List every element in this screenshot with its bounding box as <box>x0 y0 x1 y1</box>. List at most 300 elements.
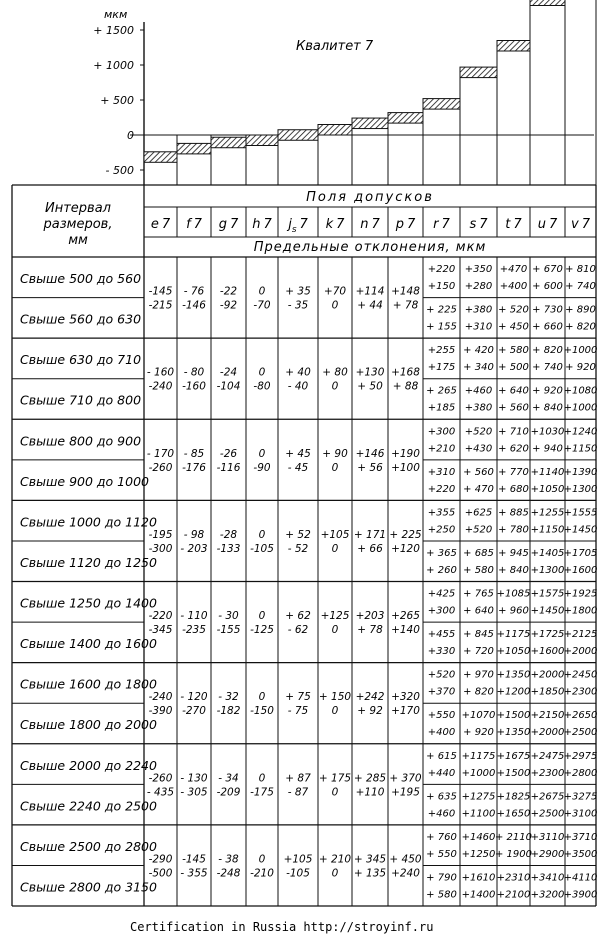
lower-deviation: -248 <box>216 867 241 880</box>
lower-deviation: - 203 <box>180 542 208 555</box>
upper-deviation: + 820 <box>532 345 563 357</box>
upper-deviation: +1825 <box>496 791 531 803</box>
lower-deviation: 0 <box>331 380 339 393</box>
lower-deviation: +3100 <box>563 808 598 820</box>
lower-deviation: +1850 <box>530 686 565 698</box>
upper-deviation: -195 <box>148 528 173 541</box>
upper-deviation: +1240 <box>563 426 598 438</box>
column-letter: n <box>360 217 369 232</box>
lower-deviation: +1350 <box>496 727 531 739</box>
lower-deviation: + 960 <box>498 605 529 617</box>
upper-deviation: +265 <box>391 610 420 623</box>
column-letter: g <box>218 217 227 232</box>
upper-deviation: + 710 <box>498 426 529 438</box>
upper-deviation: 0 <box>258 691 266 704</box>
upper-deviation: +1175 <box>461 750 496 762</box>
upper-deviation: +168 <box>391 366 420 379</box>
upper-deviation: +105 <box>283 853 313 866</box>
lower-deviation: - 305 <box>180 786 208 799</box>
column-header-r7 <box>433 217 450 232</box>
upper-deviation: +1555 <box>563 507 598 519</box>
lower-deviation: 0 <box>331 299 339 312</box>
lower-deviation: +380 <box>464 402 493 414</box>
lower-deviation: -90 <box>253 461 271 474</box>
interval-header <box>43 201 113 248</box>
upper-deviation: +355 <box>427 507 456 519</box>
lower-deviation: +400 <box>427 727 456 739</box>
upper-deviation: +1080 <box>563 385 598 397</box>
y-tick-label: + 1500 <box>93 24 134 37</box>
upper-deviation: - 32 <box>218 691 239 704</box>
upper-deviation: +105 <box>320 528 350 541</box>
interval-label: Свыше 2240 до 2500 <box>20 798 157 814</box>
lower-deviation: +1600 <box>563 564 598 576</box>
upper-deviation: + 615 <box>426 750 457 762</box>
lower-deviation: + 500 <box>498 362 529 374</box>
upper-deviation: +1575 <box>530 588 565 600</box>
lower-deviation: -235 <box>182 624 206 637</box>
lower-deviation: +440 <box>427 767 456 779</box>
lower-deviation: 0 <box>331 786 339 799</box>
lower-deviation: +2500 <box>530 808 565 820</box>
upper-deviation: + 730 <box>532 304 563 316</box>
upper-deviation: - 34 <box>218 772 239 785</box>
column-header-h7 <box>252 217 272 232</box>
lower-deviation: + 840 <box>532 402 563 414</box>
upper-deviation: +190 <box>391 447 420 460</box>
upper-deviation: 0 <box>258 772 266 785</box>
lower-deviation: +140 <box>391 624 420 637</box>
upper-deviation: + 760 <box>426 831 457 843</box>
lower-deviation: +1800 <box>563 605 598 617</box>
upper-deviation: + 52 <box>285 528 311 541</box>
lower-deviation: +1150 <box>563 443 598 455</box>
upper-deviation: + 62 <box>285 610 311 623</box>
upper-deviation: + 420 <box>463 345 494 357</box>
lower-deviation: + 640 <box>463 605 494 617</box>
upper-deviation: +2450 <box>563 669 598 681</box>
lower-deviation: +250 <box>427 524 456 536</box>
lower-deviation: +430 <box>464 443 493 455</box>
lower-deviation: -175 <box>250 786 274 799</box>
upper-deviation: -240 <box>148 691 173 704</box>
lower-deviation: +2800 <box>563 767 598 779</box>
lower-deviation: + 88 <box>392 380 419 393</box>
upper-deviation: -220 <box>148 610 173 623</box>
upper-deviation: +1255 <box>530 507 565 519</box>
column-quality: 7 <box>161 217 171 232</box>
y-axis-unit: мкм <box>104 8 128 21</box>
upper-deviation: +3110 <box>530 831 565 843</box>
lower-deviation: - 62 <box>287 624 309 637</box>
upper-deviation: +114 <box>355 285 385 298</box>
interval-label: Свыше 2800 до 3150 <box>20 879 157 895</box>
chart-title: Квалитет 7 <box>296 39 374 54</box>
lower-deviation: -105 <box>286 867 310 880</box>
lower-deviation: 0 <box>331 705 339 718</box>
lower-deviation: -270 <box>182 705 206 718</box>
interval-label: Свыше 1120 до 1250 <box>20 554 157 570</box>
upper-deviation: +550 <box>427 710 456 722</box>
upper-deviation: + 75 <box>285 691 311 704</box>
lower-deviation: -176 <box>182 461 206 474</box>
lower-deviation: + 600 <box>532 281 563 292</box>
lower-deviation: + 680 <box>498 483 529 495</box>
lower-deviation: -210 <box>250 867 274 880</box>
upper-deviation: +2475 <box>530 750 565 762</box>
lower-deviation: +120 <box>391 542 420 555</box>
lower-deviation: +330 <box>427 646 456 658</box>
upper-deviation: - 80 <box>183 366 205 379</box>
upper-deviation: + 225 <box>389 528 422 541</box>
upper-deviation: + 285 <box>353 772 387 785</box>
upper-deviation: - 110 <box>180 610 208 623</box>
lower-deviation: -300 <box>148 542 173 555</box>
upper-deviation: -260 <box>148 772 173 785</box>
upper-deviation: +460 <box>464 385 493 397</box>
lower-deviation: + 1900 <box>494 848 533 860</box>
lower-deviation: - 87 <box>287 786 309 799</box>
upper-deviation: +455 <box>427 629 456 641</box>
lower-deviation: +1500 <box>496 767 531 779</box>
upper-deviation: +2000 <box>530 669 565 681</box>
interval-header-line: мм <box>68 233 88 248</box>
upper-deviation: +2975 <box>563 750 598 762</box>
column-quality: 7 <box>229 217 239 232</box>
upper-deviation: + 345 <box>353 853 387 866</box>
lower-deviation: + 580 <box>426 889 457 901</box>
upper-deviation: + 520 <box>498 304 529 316</box>
interval-label: Свыше 1600 до 1800 <box>20 676 157 692</box>
interval-label: Свыше 1400 до 1600 <box>20 636 157 652</box>
lower-deviation: +1300 <box>530 564 565 576</box>
lower-deviation: + 660 <box>532 321 563 333</box>
lower-deviation: +2000 <box>530 727 565 739</box>
lower-deviation: 0 <box>331 461 339 474</box>
lower-deviation: - 75 <box>287 705 309 718</box>
interval-label: Свыше 710 до 800 <box>20 392 142 408</box>
lower-deviation: - 35 <box>287 299 309 312</box>
upper-deviation: - 98 <box>183 528 205 541</box>
tolerance-bar-t7 <box>497 41 530 52</box>
lower-deviation: -182 <box>216 705 241 718</box>
tolerance-bar-h7 <box>246 135 278 146</box>
tolerance-chart <box>93 0 596 185</box>
upper-deviation: + 560 <box>463 466 494 478</box>
lower-deviation: + 155 <box>426 321 457 333</box>
group-header: Поля допусков <box>306 190 434 205</box>
upper-deviation: + 885 <box>498 507 529 519</box>
column-letter: s <box>469 217 477 232</box>
upper-deviation: + 365 <box>426 547 457 559</box>
lower-deviation: -133 <box>216 542 241 555</box>
lower-deviation: + 820 <box>565 321 596 333</box>
lower-deviation: + 560 <box>498 402 529 414</box>
lower-deviation: -92 <box>219 299 238 312</box>
upper-deviation: +3410 <box>530 872 565 884</box>
lower-deviation: +3200 <box>530 889 565 901</box>
upper-deviation: +1030 <box>530 426 565 438</box>
lower-deviation: +1400 <box>461 889 496 901</box>
column-header-e7 <box>151 217 171 232</box>
lower-deviation: +210 <box>427 443 456 455</box>
lower-deviation: +1250 <box>461 848 496 860</box>
upper-deviation: + 685 <box>463 547 494 559</box>
lower-deviation: +185 <box>427 402 456 414</box>
column-header-js7 <box>286 217 308 235</box>
column-header-t7 <box>505 217 522 232</box>
lower-deviation: -260 <box>148 461 173 474</box>
upper-deviation: 0 <box>258 285 266 298</box>
lower-deviation: - 40 <box>287 380 309 393</box>
upper-deviation: +1500 <box>496 710 531 722</box>
upper-deviation: + 970 <box>463 669 494 681</box>
lower-deviation: + 260 <box>426 564 457 576</box>
upper-deviation: +625 <box>464 507 493 519</box>
interval-label: Свыше 630 до 710 <box>20 352 142 368</box>
interval-header-line: размеров, <box>43 217 113 232</box>
upper-deviation: +1725 <box>530 629 565 641</box>
lower-deviation: +520 <box>464 524 493 536</box>
upper-deviation: + 80 <box>322 366 348 379</box>
column-letter: r <box>433 217 439 232</box>
lower-deviation: +1200 <box>496 686 531 698</box>
column-header-p7 <box>395 217 416 232</box>
lower-deviation: +1600 <box>530 646 565 658</box>
column-header-v7 <box>571 217 591 232</box>
upper-deviation: +220 <box>427 264 456 275</box>
lower-deviation: + 740 <box>532 362 563 374</box>
lower-deviation: +110 <box>355 786 385 799</box>
column-letter: t <box>505 217 511 232</box>
upper-deviation: - 130 <box>180 772 208 785</box>
upper-deviation: +70 <box>323 285 347 298</box>
upper-deviation: + 225 <box>426 304 457 316</box>
lower-deviation: +175 <box>427 362 456 374</box>
upper-deviation: + 640 <box>498 385 529 397</box>
lower-deviation: +195 <box>391 786 420 799</box>
upper-deviation: + 845 <box>463 629 494 641</box>
y-tick-label: + 500 <box>100 94 134 107</box>
upper-deviation: +125 <box>320 610 350 623</box>
upper-deviation: 0 <box>258 853 266 866</box>
upper-deviation: -145 <box>148 285 173 298</box>
lower-deviation: -150 <box>250 705 274 718</box>
tolerance-bar-p7 <box>388 113 423 124</box>
lower-deviation: +2300 <box>530 767 565 779</box>
upper-deviation: +1705 <box>563 547 598 559</box>
lower-deviation: + 820 <box>463 686 494 698</box>
lower-deviation: -240 <box>148 380 173 393</box>
lower-deviation: +460 <box>427 808 456 820</box>
upper-deviation: +310 <box>427 466 456 478</box>
lower-deviation: + 580 <box>463 564 494 576</box>
lower-deviation: + 44 <box>357 299 383 312</box>
footer-source: Certification in Russia http://stroyinf.ru <box>130 920 434 934</box>
upper-deviation: 0 <box>258 447 266 460</box>
upper-deviation: + 670 <box>532 264 563 275</box>
tolerance-bar-n7 <box>352 118 388 129</box>
upper-deviation: +425 <box>427 588 456 600</box>
lower-deviation: 0 <box>331 624 339 637</box>
tolerance-bar-r7 <box>423 99 460 110</box>
upper-deviation: + 45 <box>285 447 311 460</box>
column-quality: 7 <box>548 217 558 232</box>
y-tick-label: - 500 <box>105 164 134 177</box>
lower-deviation: - 52 <box>287 542 309 555</box>
interval-label: Свыше 1800 до 2000 <box>20 717 157 733</box>
upper-deviation: +2150 <box>530 710 565 722</box>
lower-deviation: -80 <box>253 380 271 393</box>
lower-deviation: - 45 <box>287 461 309 474</box>
lower-deviation: +310 <box>464 321 493 333</box>
upper-deviation: + 171 <box>353 528 387 541</box>
lower-deviation: -125 <box>250 624 274 637</box>
column-header-k7 <box>326 217 346 232</box>
upper-deviation: +300 <box>427 426 456 438</box>
upper-deviation: -24 <box>219 366 238 379</box>
upper-deviation: +4110 <box>563 872 598 884</box>
y-ticks <box>93 24 144 177</box>
lower-deviation: +280 <box>464 281 493 292</box>
upper-deviation: +1140 <box>530 466 565 478</box>
upper-deviation: + 945 <box>498 547 529 559</box>
lower-deviation: +2000 <box>563 646 598 658</box>
upper-deviation: +1390 <box>563 466 598 478</box>
lower-deviation: -155 <box>216 624 241 637</box>
column-header-s7 <box>469 217 488 232</box>
lower-deviation: -500 <box>148 867 173 880</box>
lower-deviation: -146 <box>182 299 206 312</box>
column-header-f7 <box>186 217 203 232</box>
lower-deviation: +1300 <box>563 483 598 495</box>
upper-deviation: + 40 <box>285 366 311 379</box>
upper-deviation: +1175 <box>496 629 531 641</box>
column-letter: j <box>288 217 292 232</box>
lower-deviation: + 940 <box>532 443 563 455</box>
interval-header-line: Интервал <box>45 201 111 216</box>
column-letter: p <box>395 217 404 232</box>
upper-deviation: +2125 <box>563 629 598 641</box>
upper-deviation: +350 <box>464 264 493 275</box>
lower-deviation: +1100 <box>461 808 496 820</box>
upper-deviation: 0 <box>258 528 266 541</box>
lower-deviation: + 78 <box>392 299 419 312</box>
lower-deviation: +1650 <box>496 808 531 820</box>
column-quality: 7 <box>193 217 202 232</box>
upper-deviation: +242 <box>355 691 385 704</box>
interval-label: Свыше 1250 до 1400 <box>20 595 157 611</box>
upper-deviation: + 370 <box>389 772 422 785</box>
upper-deviation: - 76 <box>183 285 205 298</box>
lower-deviation: -345 <box>148 624 173 637</box>
upper-deviation: -28 <box>219 528 238 541</box>
interval-label: Свыше 1000 до 1120 <box>20 514 157 530</box>
upper-deviation: +1085 <box>496 588 531 600</box>
lower-deviation: + 550 <box>426 848 457 860</box>
upper-deviation: - 170 <box>146 447 175 460</box>
lower-deviation: -209 <box>216 786 241 799</box>
upper-deviation: - 30 <box>218 610 239 623</box>
tolerance-bar-f7 <box>177 143 211 154</box>
tolerance-bar-g7 <box>211 137 246 148</box>
upper-deviation: +1925 <box>563 588 598 600</box>
lower-deviation: -116 <box>216 461 241 474</box>
interval-label: Свыше 800 до 900 <box>20 433 142 449</box>
lower-deviation: +150 <box>427 281 456 292</box>
upper-deviation: + 35 <box>285 285 311 298</box>
upper-deviation: +203 <box>355 610 385 623</box>
lower-deviation: 0 <box>331 867 339 880</box>
column-letter: f <box>186 217 191 232</box>
lower-deviation: +1450 <box>563 524 598 536</box>
lower-deviation: +370 <box>427 686 456 698</box>
lower-deviation: + 450 <box>498 321 529 333</box>
lower-deviation: +1000 <box>461 767 496 779</box>
lower-deviation: + 135 <box>353 867 387 880</box>
upper-deviation: +470 <box>499 264 528 275</box>
column-quality: 7 <box>263 217 272 232</box>
lower-deviation: -390 <box>148 705 173 718</box>
tolerance-bar-k7 <box>318 125 352 136</box>
lower-deviation: +1050 <box>496 646 531 658</box>
upper-deviation: + 580 <box>498 345 529 357</box>
upper-deviation: + 635 <box>426 791 457 803</box>
tolerance-bar-s7 <box>460 67 497 78</box>
lower-deviation: +2100 <box>496 889 531 901</box>
column-quality: 7 <box>299 217 308 232</box>
upper-deviation: + 2110 <box>494 831 533 843</box>
upper-deviation: +520 <box>464 426 493 438</box>
column-letter: u <box>537 217 546 232</box>
lower-deviation: +3900 <box>563 889 598 901</box>
column-letter: e <box>150 217 159 232</box>
column-header-g7 <box>219 217 239 232</box>
column-header-u7 <box>538 217 558 232</box>
column-quality: 7 <box>581 217 590 232</box>
lower-deviation: + 470 <box>463 483 494 495</box>
upper-deviation: +1405 <box>530 547 565 559</box>
lower-deviation: + 340 <box>463 362 494 374</box>
upper-deviation: + 175 <box>318 772 352 785</box>
lower-deviation: + 56 <box>357 461 383 474</box>
upper-deviation: +1350 <box>496 669 531 681</box>
upper-deviation: + 87 <box>285 772 311 785</box>
interval-label: Свыше 500 до 560 <box>20 271 142 286</box>
upper-deviation: +2310 <box>496 872 531 884</box>
column-quality: 7 <box>406 217 416 232</box>
upper-deviation: +3275 <box>563 791 598 803</box>
column-quality: 7 <box>479 217 488 232</box>
column-letter: v <box>571 217 579 232</box>
column-quality: 7 <box>371 217 380 232</box>
lower-deviation: +170 <box>391 705 420 718</box>
lower-deviation: +1050 <box>530 483 565 495</box>
upper-deviation: +1000 <box>563 345 598 357</box>
lower-deviation: +1000 <box>563 402 598 414</box>
upper-deviation: + 210 <box>318 853 352 866</box>
column-quality: 7 <box>336 217 345 232</box>
upper-deviation: +130 <box>355 366 385 379</box>
lower-deviation: +100 <box>391 461 420 474</box>
upper-deviation: 0 <box>258 610 266 623</box>
lower-deviation: 0 <box>331 542 339 555</box>
upper-deviation: - 85 <box>183 447 205 460</box>
lower-deviation: +2900 <box>530 848 565 860</box>
lower-deviation: - 355 <box>180 867 208 880</box>
upper-deviation: + 890 <box>565 304 596 316</box>
lower-deviation: -105 <box>250 542 274 555</box>
